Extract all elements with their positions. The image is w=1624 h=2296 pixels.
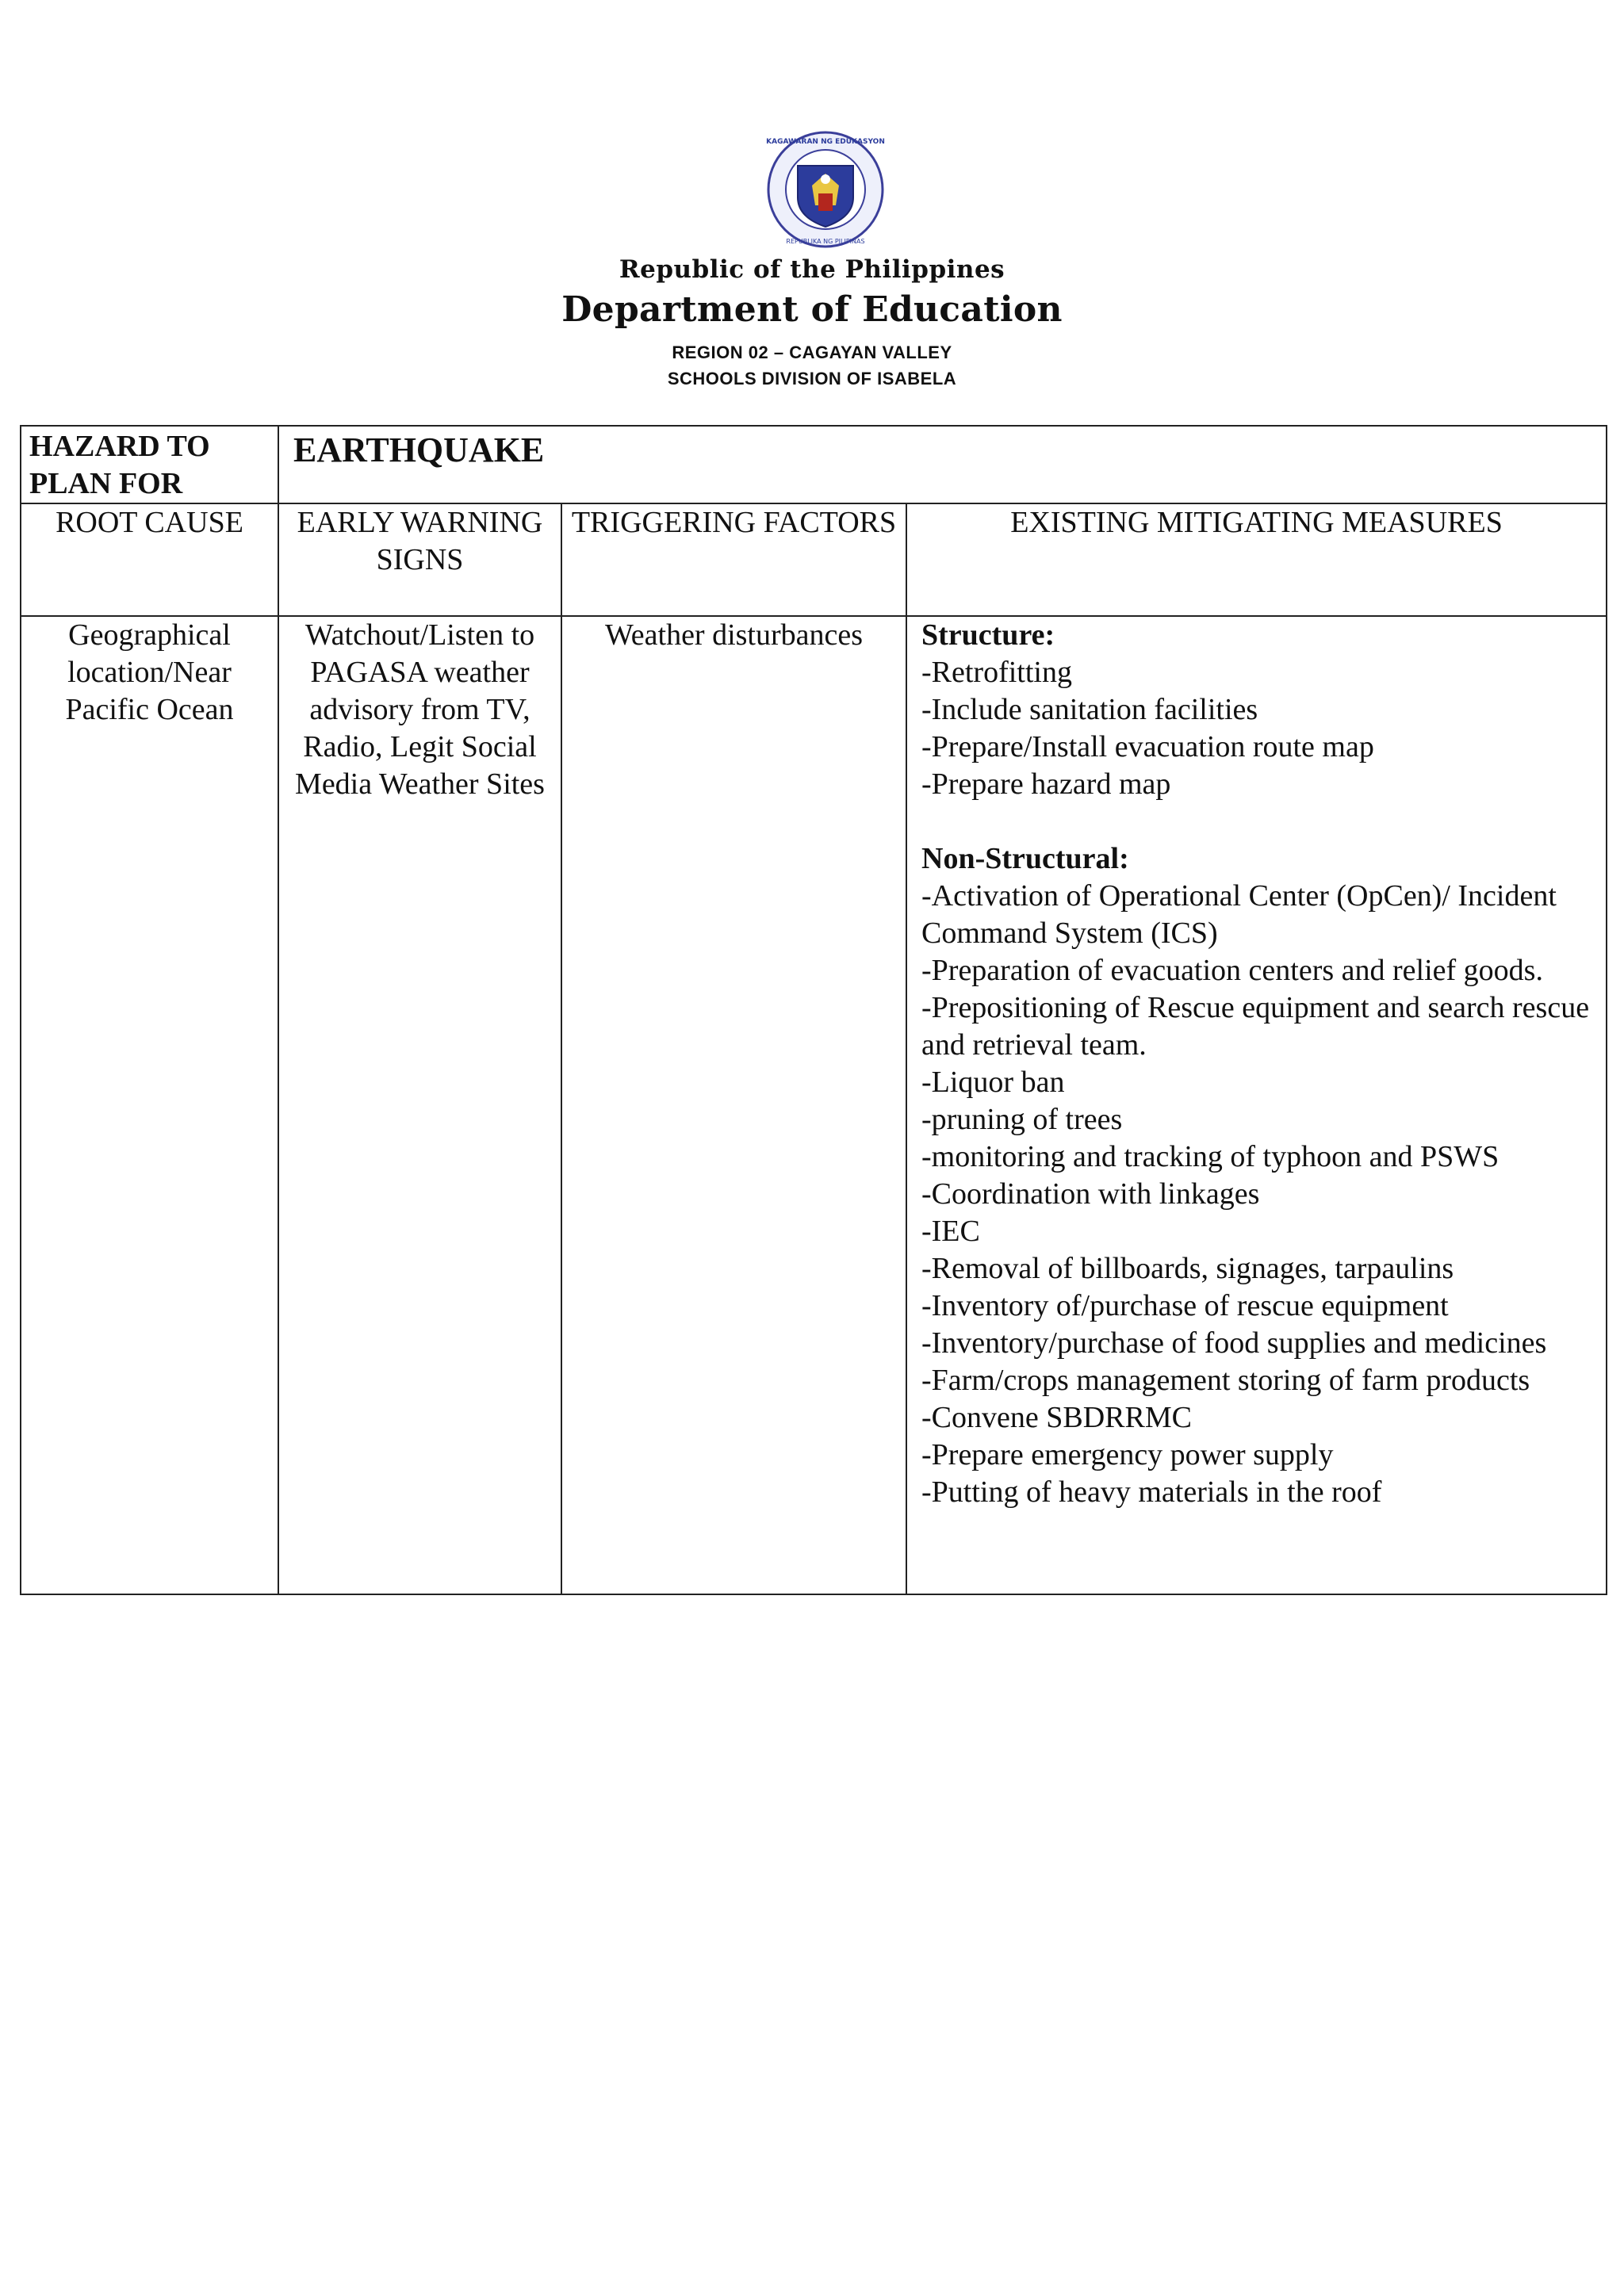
header-root-cause: ROOT CAUSE — [21, 503, 278, 616]
non-structural-heading: Non-Structural: — [921, 842, 1129, 875]
list-item: -Putting of heavy materials in the roof — [921, 1475, 1382, 1509]
header-early-warning: EARLY WARNING SIGNS — [278, 503, 561, 616]
list-item: -Coordination with linkages — [921, 1177, 1260, 1211]
header-triggering-factors: TRIGGERING FACTORS — [561, 503, 906, 616]
list-item: -Farm/crops management storing of farm products — [921, 1364, 1530, 1397]
list-item: -Include sanitation facilities — [921, 693, 1258, 726]
hazard-value: EARTHQUAKE — [278, 426, 1607, 503]
root-cause-cell: Geographical location/Near Pacific Ocean — [21, 616, 278, 1594]
triggering-factors-cell: Weather disturbances — [561, 616, 906, 1594]
section-spacer — [921, 803, 1598, 840]
list-item: -Activation of Operational Center (OpCen)/ Incident Command System (ICS) — [921, 879, 1557, 950]
column-header-row — [21, 503, 1607, 616]
list-item: -Prepositioning of Rescue equipment and search rescue and retrieval team. — [921, 991, 1590, 1062]
structure-heading: Structure: — [921, 618, 1055, 652]
deped-seal-logo — [750, 130, 901, 249]
department-heading: Department of Education — [561, 289, 1063, 330]
list-item: -Prepare emergency power supply — [921, 1438, 1334, 1471]
hazard-plan-table — [20, 425, 1607, 1595]
list-item: -pruning of trees — [921, 1103, 1123, 1136]
mitigating-measures-cell — [906, 616, 1607, 1594]
svg-text:KAGAWARAN NG EDUKASYON: KAGAWARAN NG EDUKASYON — [766, 138, 885, 146]
list-item: -Prepare/Install evacuation route map — [921, 730, 1374, 763]
list-item: -monitoring and tracking of typhoon and PSWS — [921, 1140, 1500, 1173]
region-heading: REGION 02 – CAGAYAN VALLEY — [672, 342, 952, 362]
list-item: -Convene SBDRRMC — [921, 1401, 1192, 1434]
list-item: -Retrofitting — [921, 656, 1072, 689]
hazard-label: HAZARD TO PLAN FOR — [21, 426, 278, 503]
list-item: -Preparation of evacuation centers and relief goods. — [921, 954, 1543, 987]
list-item: -Liquor ban — [921, 1066, 1065, 1099]
list-item: -Inventory/purchase of food supplies and medicines — [921, 1326, 1547, 1360]
hazard-row — [21, 426, 1607, 503]
svg-text:REPUBLIKA NG PILIPINAS: REPUBLIKA NG PILIPINAS — [786, 238, 865, 245]
list-item: -Inventory of/purchase of rescue equipment — [921, 1289, 1449, 1322]
early-warning-cell: Watchout/Listen to PAGASA weather advisory from TV, Radio, Legit Social Media Weather Sites — [278, 616, 561, 1594]
list-item: -IEC — [921, 1215, 980, 1248]
table-row — [21, 616, 1607, 1594]
list-item: -Prepare hazard map — [921, 767, 1171, 801]
header-mitigating-measures: EXISTING MITIGATING MEASURES — [906, 503, 1607, 616]
division-heading: SCHOOLS DIVISION OF ISABELA — [667, 369, 957, 388]
list-item: -Removal of billboards, signages, tarpaulins — [921, 1252, 1454, 1285]
republic-heading: Republic of the Philippines — [619, 255, 1005, 284]
